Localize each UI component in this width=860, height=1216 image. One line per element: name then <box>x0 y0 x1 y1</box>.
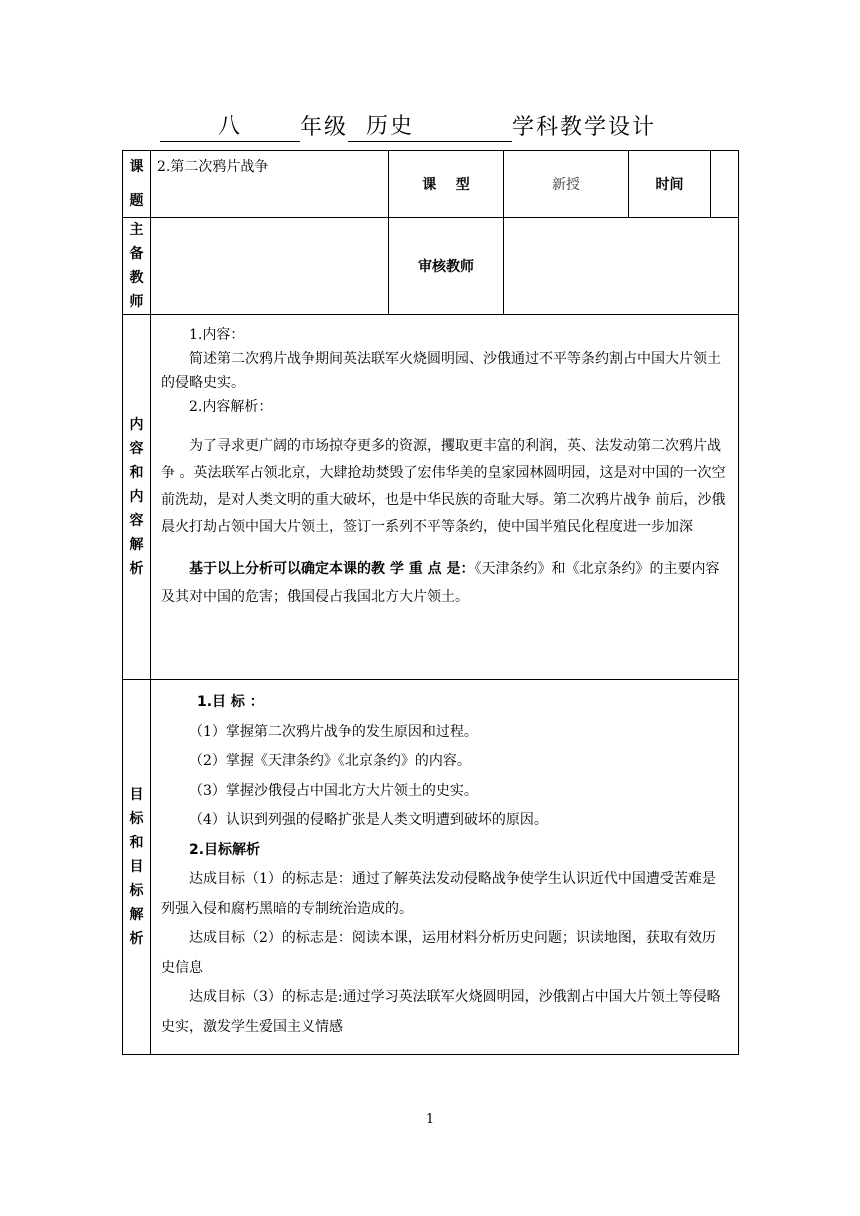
goal-label-char: 标 <box>129 883 144 899</box>
goal-label-char: 解 <box>129 907 144 923</box>
content-label-char: 容 <box>129 513 144 529</box>
goal-heading: 1.目 标 ： <box>197 694 264 710</box>
subject-trailing-blank <box>432 141 512 142</box>
topic-cell <box>151 151 389 218</box>
lesson-plan-table <box>122 150 739 1055</box>
goal-cell <box>151 680 739 1055</box>
reviewer-label: 审核教师 <box>389 218 504 315</box>
teacher-row <box>123 218 739 315</box>
time-value <box>711 151 739 218</box>
teacher-label-cell <box>123 218 151 315</box>
grade-suffix: 年级 <box>300 115 349 140</box>
page-number: 1 <box>425 1112 435 1127</box>
goal-label-cell <box>123 680 151 1055</box>
grade-blank: 八 <box>160 113 300 142</box>
goal-analysis-item: 达成目标（3）的标志是:通过学习英法联军火烧圆明园，沙俄割占中国大片领土等侵略史实，激发学生爱国主义情感 <box>161 989 721 1035</box>
content-label-char: 析 <box>129 561 144 577</box>
content-label-char: 内 <box>129 417 144 433</box>
content-label-char: 内 <box>129 489 144 505</box>
goal-row <box>123 680 739 1055</box>
teacher-value <box>151 218 389 315</box>
type-label-text: 课 型 <box>422 177 470 193</box>
goal-analysis-item: 达成目标（2）的标志是：阅读本课，运用材料分析历史问题；识读地图，获取有效历史信息 <box>161 930 716 976</box>
content-label-cell <box>123 315 151 680</box>
content-row <box>123 315 739 680</box>
reviewer-value <box>504 218 739 315</box>
content-paragraph: 简述第二次鸦片战争期间英法联军火烧圆明园、沙俄通过不平等条约割占中国大片领土的侵略史实。 <box>161 351 721 391</box>
document-title <box>160 113 720 143</box>
teacher-label-char: 师 <box>129 294 144 310</box>
content-label-char: 解 <box>129 537 144 553</box>
goal-analysis-item: 达成目标（1）的标志是：通过了解英法发动侵略战争使学生认识近代中国遭受苦难是列强入侵和腐朽黑暗的专制统治造成的。 <box>161 871 716 917</box>
teacher-label-char: 备 <box>129 246 144 262</box>
key-points-lead: 基于以上分析可以确定本课的教 学 重 点 是： <box>189 561 475 577</box>
time-label: 时间 <box>629 151 711 218</box>
goal-item: （2）掌握《天津条约》《北京条约》的内容。 <box>189 753 471 769</box>
topic-row <box>123 151 739 218</box>
content-analysis-paragraph: 为了寻求更广阔的市场掠夺更多的资源，攫取更丰富的利润，英、法发动第二次鸦片战争 。英法联军占领北京，大肆抢劫焚毁了宏伟华美的皇家园林圆明园，这是对中国的一次空前洗劫，是对人类文明的重大破坏，也是中华民族的奇耻大辱。第二次鸦片战争 前后，沙俄晨火打劫占领中国大片领土，签订一系列不平等条约，使中国半殖民化程度进一步加深 <box>161 438 726 535</box>
content-label-char: 和 <box>129 465 144 481</box>
goal-analysis-heading: 2.目标解析 <box>189 841 261 858</box>
type-value: 新授 <box>504 151 629 218</box>
title-suffix: 学科教学设计 <box>512 115 657 140</box>
goal-label-char: 目 <box>129 787 144 803</box>
topic-value: 2.第二次鸦片战争 <box>157 159 269 175</box>
goal-item: （3）掌握沙俄侵占中国北方大片领土的史实。 <box>189 782 478 799</box>
key-points <box>161 555 728 611</box>
goal-item: （1）掌握第二次鸦片战争的发生原因和过程。 <box>189 723 478 740</box>
content-cell <box>151 315 739 680</box>
goal-label-char: 析 <box>129 931 144 947</box>
goal-item: （4）认识到列强的侵略扩张是人类文明遭到破坏的原因。 <box>189 812 548 828</box>
goal-label-char: 目 <box>129 859 144 875</box>
content-label-char: 容 <box>129 441 144 457</box>
key-points-text: 《天津条约》和《北京条约》的主要内容及其对中国的危害；俄国侵占我国北方大片领土。 <box>161 561 720 605</box>
topic-label-bottom: 题 <box>129 193 144 209</box>
subject-blank: 历史 <box>348 113 432 142</box>
type-label <box>389 151 504 218</box>
topic-label-cell <box>123 151 151 218</box>
topic-label-top: 课 <box>129 159 144 175</box>
content-analysis-heading: 2.内容解析： <box>189 399 273 415</box>
teacher-label-char: 教 <box>129 270 144 286</box>
content-heading: 1.内容： <box>189 327 245 343</box>
goal-label-char: 标 <box>129 811 144 827</box>
goal-label-char: 和 <box>129 835 144 851</box>
teacher-label-char: 主 <box>129 222 144 238</box>
